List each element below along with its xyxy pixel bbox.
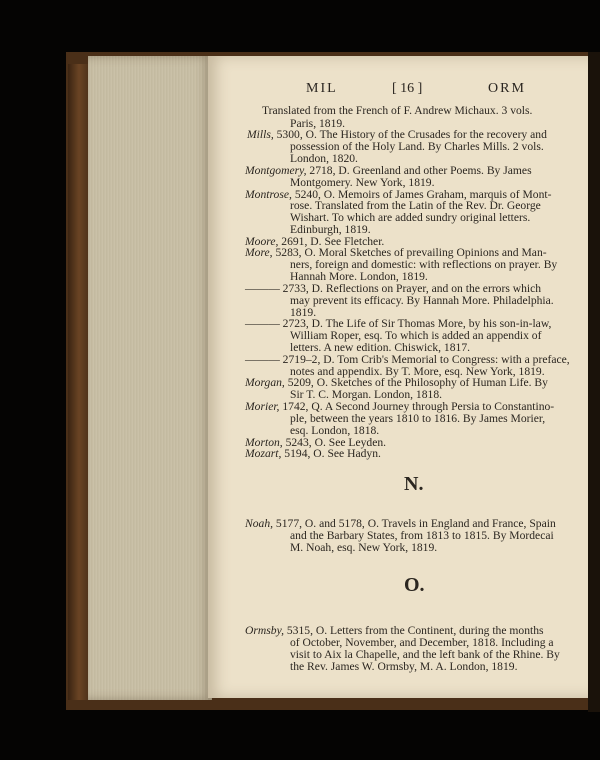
entry-line: possession of the Holy Land. By Charles Mills. 2 vols. <box>290 140 544 153</box>
entry-moore: Moore, 2691, D. See Fletcher. <box>245 235 385 248</box>
ditto-dash: ——— <box>245 353 280 366</box>
entry-noah: Noah, 5177, O. and 5178, O. Travels in England and France, Spain <box>245 517 556 530</box>
entry-ormsby: Ormsby, 5315, O. Letters from the Continent, during the months <box>245 624 544 637</box>
entry-line: Montgomery. New York, 1819. <box>290 176 435 189</box>
entry-name: Montrose, <box>245 188 292 201</box>
entry-line: London, 1820. <box>290 152 358 165</box>
entry-name: Montgomery, <box>245 164 307 177</box>
entry-line: Translated from the French of F. Andrew Michaux. 3 vols. <box>262 104 533 117</box>
entry-mills: Mills, 5300, O. The History of the Crusades for the recovery and <box>247 128 547 141</box>
entry-montrose: Montrose, 5240, O. Memoirs of James Graham, marquis of Mont- <box>245 188 552 201</box>
entry-name: Morton, <box>245 436 283 449</box>
entry-line: ple, between the years 1810 to 1816. By James Morier, <box>290 412 546 425</box>
entry-montgomery: Montgomery, 2718, D. Greenland and other Poems. By James <box>245 164 532 177</box>
entry-morgan: Morgan, 5209, O. Sketches of the Philosophy of Human Life. By <box>245 376 548 389</box>
entry-name: Noah, <box>245 517 274 530</box>
entry-line: may prevent its efficacy. By Hannah More. Philadelphia. <box>290 294 554 307</box>
entry-line: and the Barbary States, from 1813 to 1815. By Mordecai <box>290 529 554 542</box>
entry-line: Edinburgh, 1819. <box>290 223 371 236</box>
ditto-dash: ——— <box>245 282 280 295</box>
entry-name: Moore, <box>245 235 279 248</box>
header-right: ORM <box>488 81 526 96</box>
entry-name: Ormsby, <box>245 624 284 637</box>
entry-line: Hannah More. London, 1819. <box>290 270 428 283</box>
entry-line: Wishart. To which are added sundry original letters. <box>290 211 531 224</box>
entry-name: Mills, <box>247 128 274 141</box>
entry-line: visit to Aix la Chapelle, and the left bank of the Rhine. By <box>290 648 560 661</box>
entry-line: Sir T. C. Morgan. London, 1818. <box>290 388 443 401</box>
entry-more-2723: ——— 2723, D. The Life of Sir Thomas More, by his son-in-law, <box>245 317 552 330</box>
entry-name: Morier, <box>245 400 280 413</box>
entry-line: Paris, 1819. <box>290 117 346 130</box>
entry-line: ners, foreign and domestic: with reflections on prayer. By <box>290 258 558 271</box>
entry-more-2733: ——— 2733, D. Reflections on Prayer, and on the errors which <box>245 282 542 295</box>
entry-line: letters. A new edition. Chiswick, 1817. <box>290 341 471 354</box>
section-heading-n: N. <box>404 473 424 495</box>
entry-more: More, 5283, O. Moral Sketches of prevailing Opinions and Man- <box>245 246 547 259</box>
entry-name: Morgan, <box>245 376 285 389</box>
entry-line: esq. London, 1818. <box>290 424 380 437</box>
entry-morier: Morier, 1742, Q. A Second Journey through Persia to Constantino- <box>245 400 555 413</box>
entry-line: 1819. <box>290 306 317 319</box>
entry-line: of October, November, and December, 1818. Including a <box>290 636 554 649</box>
entry-line: the Rev. James W. Ormsby, M. A. London, 1819. <box>290 660 518 673</box>
entry-name: Mozart, <box>245 447 282 460</box>
entry-name: More, <box>245 246 273 259</box>
ditto-dash: ——— <box>245 317 280 330</box>
entry-morton: Morton, 5243, O. See Leyden. <box>245 436 387 449</box>
entry-line: William Roper, esq. To which is added an appendix of <box>290 329 542 342</box>
entry-line: rose. Translated from the Latin of the Rev. Dr. George <box>290 199 541 212</box>
entry-line: M. Noah, esq. New York, 1819. <box>290 541 438 554</box>
entry-line: notes and appendix. By T. More, esq. New York, 1819. <box>290 365 545 378</box>
entry-more-2719: ——— 2719–2, D. Tom Crib's Memorial to Congress: with a preface, <box>245 353 570 366</box>
header-left: MIL <box>306 81 338 96</box>
entry-mozart: Mozart, 5194, O. See Hadyn. <box>245 447 381 460</box>
page-number: [ 16 ] <box>392 81 423 96</box>
section-heading-o: O. <box>404 574 425 596</box>
